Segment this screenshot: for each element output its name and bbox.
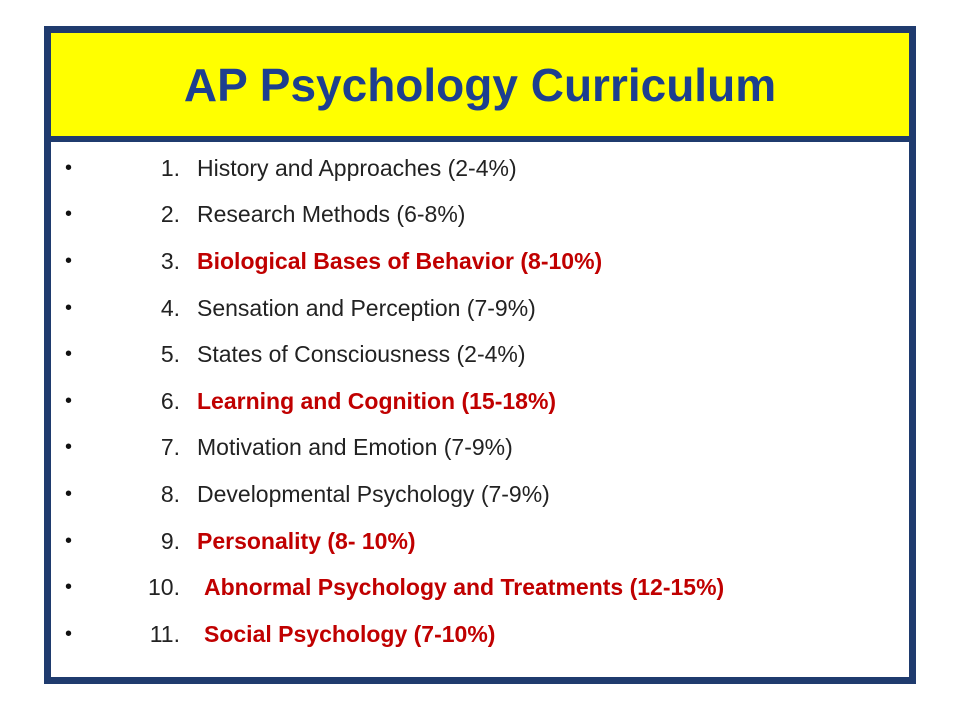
- topic-item: [51, 285, 909, 332]
- bullet-icon: •: [65, 389, 73, 412]
- bullet-icon: •: [65, 622, 73, 645]
- bullet-icon: •: [65, 576, 73, 599]
- topic-number: 1.: [160, 154, 180, 181]
- topic-number: 11.: [149, 620, 180, 647]
- topic-item: [51, 518, 909, 565]
- bullet-icon: •: [65, 203, 73, 226]
- topic-number: 7.: [160, 434, 180, 461]
- topic-label: Learning and Cognition (15-18%): [197, 387, 557, 414]
- topic-label: Personality (8- 10%): [197, 527, 416, 554]
- slide-title: AP Psychology Curriculum: [183, 58, 777, 111]
- topic-label: States of Consciousness (2-4%): [197, 341, 526, 368]
- topic-label: Developmental Psychology (7-9%): [197, 480, 550, 507]
- topic-label: Motivation and Emotion (7-9%): [197, 434, 513, 461]
- topic-label: Research Methods (6-8%): [197, 201, 466, 228]
- topic-number: 4.: [160, 294, 180, 321]
- bullet-icon: •: [65, 249, 73, 272]
- topic-item: [51, 238, 909, 285]
- topic-label: Biological Bases of Behavior (8-10%): [197, 247, 603, 274]
- bullet-icon: •: [65, 296, 73, 319]
- topic-label: History and Approaches (2-4%): [197, 154, 517, 181]
- topic-number: 9.: [160, 527, 180, 554]
- slide-frame: [44, 26, 916, 684]
- topic-item: [51, 192, 909, 239]
- topic-number: 6.: [160, 387, 180, 414]
- topic-label: Social Psychology (7-10%): [204, 620, 496, 647]
- topic-number: 5.: [160, 341, 180, 368]
- topic-number: 2.: [160, 201, 180, 228]
- topic-item: [51, 471, 909, 518]
- topic-item: [51, 564, 909, 611]
- bullet-icon: •: [65, 436, 73, 459]
- topic-item: [51, 145, 909, 192]
- topic-label: Abnormal Psychology and Treatments (12-15%): [204, 574, 725, 601]
- bullet-icon: •: [65, 156, 73, 179]
- bullet-icon: •: [65, 482, 73, 505]
- topic-item: [51, 331, 909, 378]
- topic-number: 3.: [160, 247, 180, 274]
- topic-list: [51, 145, 909, 658]
- topic-label: Sensation and Perception (7-9%): [197, 294, 536, 321]
- bullet-icon: •: [65, 343, 73, 366]
- title-band: [51, 33, 909, 142]
- bullet-icon: •: [65, 529, 73, 552]
- topic-number: 10.: [148, 574, 180, 601]
- topic-number: 8.: [160, 480, 180, 507]
- topic-item: [51, 378, 909, 425]
- topic-item: [51, 611, 909, 658]
- topic-item: [51, 425, 909, 472]
